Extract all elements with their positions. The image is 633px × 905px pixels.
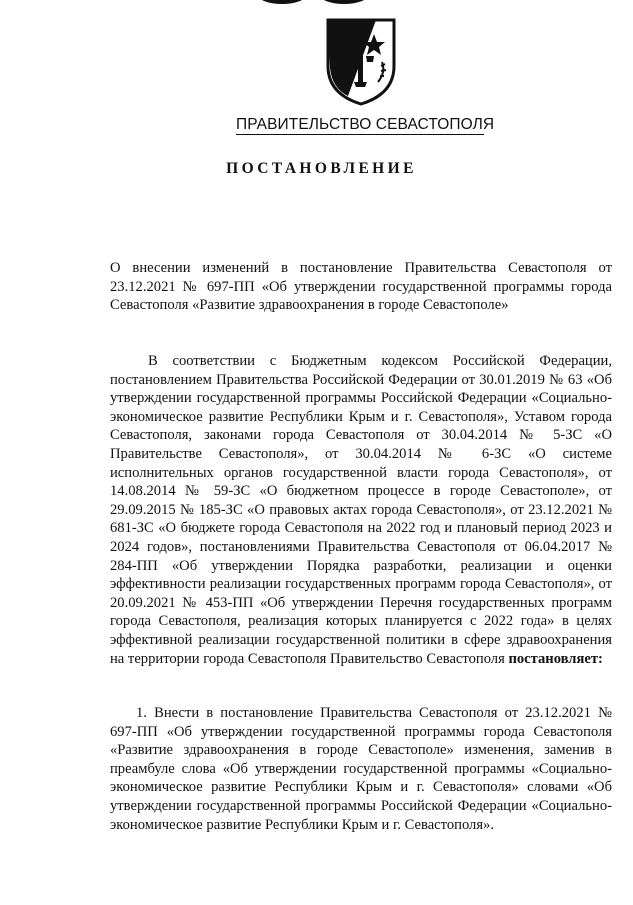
decision-word: постановляет: (508, 650, 603, 667)
document-subject: О внесении изменений в постановление Правительства Севастополя от 23.12.2021 № 697-ПП «Об утверждении государственной программы города Севастополя «Развитие здравоохранения в городе Севастополе» (110, 260, 612, 313)
clause-1: 1. Внести в постановление Правительства Севастополя от 23.12.2021 № 697-ПП «Об утверждении государственной программы города Севастополя «Развитие здравоохранения в городе Севастополе» изменения, заменив в преамбуле слова «Об утверждении государственной программы «Социально-экономическое развитие Республики Крым и г. Севастополя» словами «Об утверждении государственной программы Российской Федерации «Социально-экономическое развитие Республики Крым и г. Севастополя». (110, 705, 612, 833)
binding-holes (258, 0, 378, 6)
preamble (110, 352, 612, 668)
clause-list (110, 704, 612, 834)
government-name: ПРАВИТЕЛЬСТВО СЕВАСТОПОЛЯ (236, 116, 495, 133)
preamble-text: В соответствии с Бюджетным кодексом Российской Федерации, постановлением Правительства Российской Федерации от 30.01.2019 № 63 «Об утверждении государственной программы Российской Федерации «Социально-экономическое развитие Республики Крым и г. Севастополя», Уставом города Севастополя, законами города Севастополя от 30.04.2014 № 5-ЗС «О Правительстве Севастополя», от 30.04.2014 № 6-ЗС «О системе исполнительных органов государственной власти города Севастополя», от 14.08.2014 № 59-ЗС «О бюджетном процессе в городе Севастополе», от 29.09.2015 № 185-ЗС «О правовых актах города Севастополя», от 23.12.2021 № 681-ЗС «О бюджете города Севастополя на 2022 год и плановый период 2023 и 2024 годов», постановлениями Правительства Севастополя от 06.04.2017 № 284-ПП «Об утверждении Порядка разработки, реализации и оценки эффективности реализации государственных программ города Севастополя», от 20.09.2021 № 453-ПП «Об утверждении Перечня государственных программ города Севастополя, реализация которых планируется с 2022 года» в целях эффективной реализации государственной политики в сфере здравоохранения на территории города Севастополя Правительство Севастополя (110, 353, 612, 667)
coat-of-arms-icon (324, 16, 398, 106)
preamble-paragraph (110, 352, 612, 668)
document-type-title: ПОСТАНОВЛЕНИЕ (226, 160, 417, 177)
